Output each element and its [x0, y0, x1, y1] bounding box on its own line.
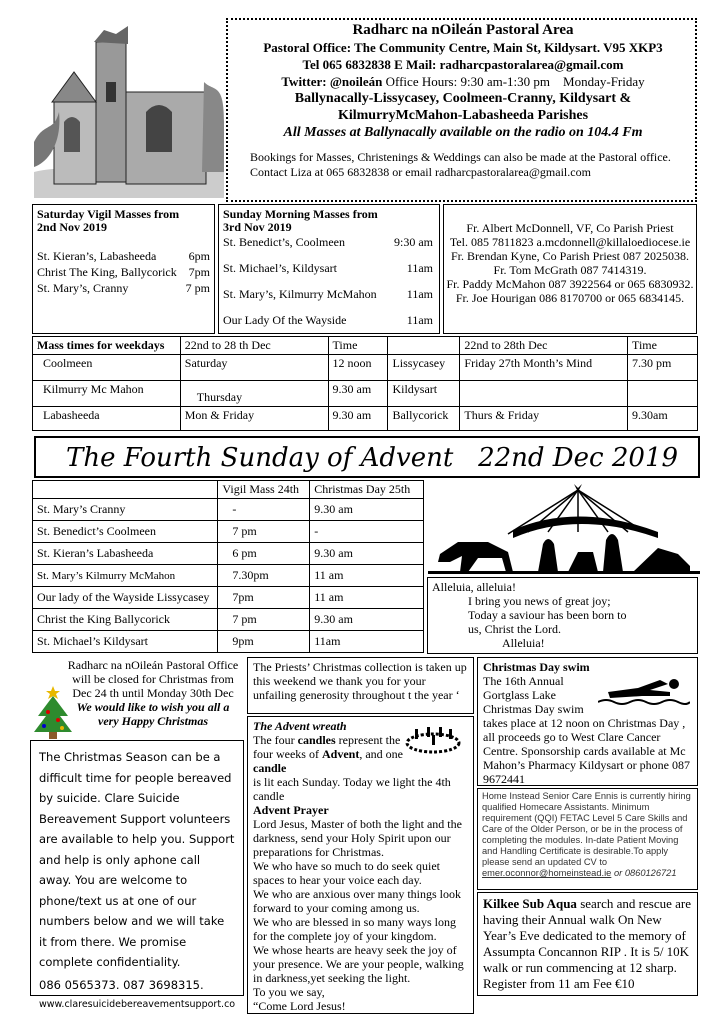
weekday-header-cell: Time [328, 337, 388, 355]
christmas-header-cell: Christmas Day 25th [310, 481, 424, 499]
christmas-cell: 9pm [218, 631, 310, 653]
christmas-cell: St. Michael’s Kildysart [33, 631, 218, 653]
homeinstead-email[interactable]: emer.oconnor@homeinstead.ie [482, 868, 612, 878]
swim-body: takes place at 12 noon on Christmas Day , all proceeds go to West Clare Cancer Centre. Sponsorship cards available at Mc Mahon’s Pharmacy Kildysart or phone 087 9672441 [483, 716, 690, 786]
homeinstead-text: Home Instead Senior Care Ennis is currently hiring qualified Homecare Assistants. Minimum requirement (QQI) FETAC Level 5 Care Skills and Care of the Older Person, or be in the process of completing the modules. In-date Patient Moving and Handling Certificate is desirable.To apply please send an updated CV to [482, 791, 691, 867]
weekday-header-cell: 22nd to 28 th Dec [180, 337, 328, 355]
weekday-row [33, 407, 698, 431]
mass-time: 7pm [188, 265, 210, 279]
christmas-row [33, 609, 424, 631]
christmas-cell: St. Mary’s Kilmurry McMahon [33, 565, 218, 587]
christmas-cell: 9.30 am [310, 609, 424, 631]
christmas-header-row [33, 481, 424, 499]
weekday-cell: 9.30 am [328, 407, 388, 431]
mass-time: 11am [406, 287, 433, 301]
weekday-cell: 7.30 pm [628, 355, 698, 381]
christmas-row [33, 521, 424, 543]
office-closed-text: Radharc na nOileán Pastoral Office will be closed for Christmas from Dec 24 th until Monday 30th Dec [67, 658, 239, 700]
weekday-cell: Kilmurry Mc Mahon [33, 381, 181, 407]
mass-time: 9:30 am [394, 235, 433, 249]
mass-time: 11am [406, 261, 433, 275]
collection-text: The Priests’ Christmas collection is taken up this weekend we thank you for your unfailing generosity throughout t the year ‘ [253, 660, 467, 702]
advent-title: The Advent wreath [253, 719, 347, 733]
bereavement-website: www.claresuicidebereavementsupport.co [39, 999, 236, 1010]
christmas-cell: 9.30 am [310, 543, 424, 565]
christmas-cell: Christ the King Ballycorick [33, 609, 218, 631]
christmas-row [33, 587, 424, 609]
weekday-cell: 9.30am [628, 407, 698, 431]
christmas-cell: 7 pm [218, 521, 310, 543]
christmas-cell: 7pm [218, 587, 310, 609]
advent-intro-rest: is lit each Sunday. Today we light the 4th candle [253, 775, 451, 803]
weekday-header-cell [388, 337, 460, 355]
advent-intro-advent: Advent [321, 747, 360, 761]
christmas-cell: - [310, 521, 424, 543]
priest-line: Fr. Albert McDonnell, VF, Co Parish Priest [466, 221, 674, 235]
christmas-cell: 7 pm [218, 609, 310, 631]
saturday-row [37, 248, 210, 264]
weekday-cell: Ballycorick [388, 407, 460, 431]
mass-location: St. Mary’s, Kilmurry McMahon [223, 287, 377, 301]
advent-banner [34, 436, 700, 478]
christmas-cell: St. Mary’s Cranny [33, 499, 218, 521]
bereavement-text: The Christmas Season can be a difficult time for people bereaved by suicide. Clare Suicide Bereavement Support volunteers are available to help you. Support and help is only aphone call away. You are welcome to phone/text us at one of our numbers below and we will take it from there. We promise complete confidentiality. [39, 750, 235, 969]
priest-line: Fr. Tom McGrath 087 7414319. [493, 263, 647, 277]
alleluia-box [427, 577, 698, 654]
advent-intro-candles: candles [297, 733, 336, 747]
weekday-cell: Kildysart [388, 381, 460, 407]
prayer-line: We who are blessed in so many ways long for the complete joy of your kingdom. [253, 915, 456, 943]
weekday-row [33, 381, 698, 407]
advent-intro-a: The four [253, 733, 298, 747]
advent-intro-b: represent the four weeks of [253, 733, 401, 761]
mass-location: Christ The King, Ballycorick [37, 265, 177, 279]
weekday-header-cell: Time [628, 337, 698, 355]
advent-prayer [253, 817, 468, 1013]
weekday-cell: Labasheeda [33, 407, 181, 431]
weekday-cell [460, 381, 628, 407]
sunday-row [223, 260, 435, 276]
saturday-list [37, 248, 210, 296]
weekday-cell: Mon & Friday [180, 407, 328, 431]
christmas-row [33, 631, 424, 653]
header-bookings: Bookings for Masses, Christenings & Weddings can also be made at the Pastoral office. Contact Liza at 065 6832838 or email radharcpastoralarea@gmail.com [250, 150, 671, 179]
homeinstead-or: or [613, 868, 623, 878]
mass-location: Our Lady Of the Wayside [223, 313, 347, 327]
christmas-cell: - [218, 499, 310, 521]
weekday-cell: Saturday [180, 355, 328, 381]
header-radio: All Masses at Ballynacally available on the radio on 104.4 Fm [283, 125, 643, 140]
christmas-cell: 6 pm [218, 543, 310, 565]
sunday-list [223, 234, 435, 328]
mass-location: St. Michael’s, Kildysart [223, 261, 337, 275]
kilkee-box [477, 892, 698, 996]
advent-wreath-icon [403, 725, 463, 755]
weekday-cell: 12 noon [328, 355, 388, 381]
sunday-title: Sunday Morning Masses from 3rd Nov 2019 [223, 207, 378, 234]
header-hours-line [232, 73, 694, 90]
homeinstead-box [477, 788, 698, 890]
prayer-line: To you we say, [253, 985, 325, 999]
banner-title: The Fourth Sunday of Advent 22nd Dec 2019 [66, 443, 679, 473]
header-text [232, 22, 694, 180]
christmas-wish: We would like to wish you all a very Happy Christmas [76, 700, 230, 728]
weekday-header-cell: 22nd to 28th Dec [460, 337, 628, 355]
header-office: Pastoral Office: The Community Centre, Main St, Kildysart. V95 XKP3 [263, 40, 663, 55]
priest-line: Tel. 085 7811823 a.mcdonnell@killaloediocese.ie [449, 235, 691, 249]
weekday-cell [628, 381, 698, 407]
christmas-cell: 11 am [310, 587, 424, 609]
prayer-line: We who are anxious over many things look forward to your coming among us. [253, 887, 461, 915]
christmas-row [33, 499, 424, 521]
mass-location: St. Benedict’s, Coolmeen [223, 235, 345, 249]
collection-box [247, 657, 474, 714]
prayer-line: “Come Lord Jesus! [253, 999, 346, 1013]
weekday-table [32, 336, 698, 431]
saturday-row [37, 264, 210, 280]
weekday-cell: Friday 27th Month’s Mind [460, 355, 628, 381]
advent-intro-candle: candle [253, 761, 287, 775]
priest-line: Fr. Brendan Kyne, Co Parish Priest 087 2025038. [451, 249, 689, 263]
advent-intro-c: , and one [359, 747, 403, 761]
christmas-header-cell: Vigil Mass 24th [218, 481, 310, 499]
header-contact: Tel 065 6832838 E Mail: radharcpastoralarea@gmail.com [302, 57, 624, 72]
bereavement-box [30, 740, 244, 1010]
christmas-cell: Our lady of the Wayside Lissycasey [33, 587, 218, 609]
christmas-cell: 9.30 am [310, 499, 424, 521]
weekday-row [33, 355, 698, 381]
alleluia-first: Alleluia, alleluia! [432, 580, 516, 594]
sunday-box [218, 204, 440, 334]
kilkee-title: Kilkee Sub Aqua [483, 896, 577, 911]
header-hours-label: Office Hours: [385, 74, 458, 89]
christmas-header-cell [33, 481, 218, 499]
prayer-line: We who have so much to do seek quiet spaces to hear your voice each day. [253, 859, 440, 887]
swim-box [477, 657, 698, 786]
header-parishes: Ballynacally-Lissycasey, Coolmeen-Cranny, Kildysart & KilmurryMcMahon-Labasheeda Parishes [294, 91, 632, 123]
advent-box [247, 716, 474, 1014]
christmas-row [33, 565, 424, 587]
priests-box [443, 204, 697, 334]
priest-line: Fr. Paddy McMahon 087 3922564 or 065 6830932. [446, 277, 694, 291]
kilkee-text: search and rescue are having their Annual walk On New Year’s Eve dedicated to the memory of Assumpta Concannon RIP . It is 5/ 10K walk or run commencing at 12 sharp. Register from 11 am Fee €10 [483, 896, 691, 991]
alleluia-line-3: us, Christ the Lord. [468, 622, 561, 636]
swimmer-icon [598, 676, 690, 706]
alleluia-line-1: I bring you news of great joy; [468, 594, 611, 608]
nativity-image [428, 482, 700, 576]
office-closed-notice [60, 658, 246, 728]
weekday-cell: Thurs & Friday [460, 407, 628, 431]
header-hours: 9:30 am-1:30 pm Monday-Friday [460, 74, 645, 89]
prayer-line: Lord Jesus, Master of both the light and the darkness, send your Holy Spirit upon our preparations for Christmas. [253, 817, 462, 859]
sunday-row [223, 286, 435, 302]
saturday-title: Saturday Vigil Masses from 2nd Nov 2019 [37, 207, 180, 234]
header-title: Radharc na nOileán Pastoral Area [352, 22, 574, 38]
weekday-header-row [33, 337, 698, 355]
christmas-cell: St. Benedict’s Coolmeen [33, 521, 218, 543]
alleluia-line-4: Alleluia! [502, 636, 545, 650]
mass-time: 7 pm [185, 281, 210, 295]
weekday-cell: 9.30 am [328, 381, 388, 407]
christmas-cell: 7.30pm [218, 565, 310, 587]
priests-list [444, 221, 696, 305]
church-sketch [34, 22, 224, 198]
mass-location: St. Mary’s, Cranny [37, 281, 129, 295]
advent-intro [253, 733, 403, 775]
weekday-header-cell: Mass times for weekdays [33, 337, 181, 355]
saturday-row [37, 280, 210, 296]
sunday-row [223, 312, 435, 328]
christmas-table [32, 480, 424, 653]
mass-time: 11am [406, 313, 433, 327]
weekday-cell: Coolmeen [33, 355, 181, 381]
weekday-cell: Lissycasey [388, 355, 460, 381]
weekday-cell: Thursday [180, 381, 328, 407]
alleluia-line-2: Today a saviour has been born to [468, 608, 627, 622]
sunday-row [223, 234, 435, 250]
prayer-line: We whose hearts are heavy seek the joy of your presence. We are your people, walking in darkness,yet seeking the light. [253, 943, 464, 985]
christmas-row [33, 543, 424, 565]
advent-prayer-title: Advent Prayer [253, 803, 329, 817]
swim-title: Christmas Day swim [483, 660, 590, 674]
mass-location: St. Kieran’s, Labasheeda [37, 249, 157, 263]
mass-time: 6pm [188, 249, 210, 263]
priest-line: Fr. Joe Hourigan 086 8170700 or 065 6834145. [455, 291, 685, 305]
bereavement-phones: 086 0565373. 087 3698315. [39, 977, 204, 992]
christmas-cell: 11 am [310, 565, 424, 587]
christmas-cell: St. Kieran’s Labasheeda [33, 543, 218, 565]
saturday-box [32, 204, 215, 334]
homeinstead-phone: 0860126721 [624, 868, 677, 878]
christmas-cell: 11am [310, 631, 424, 653]
swim-intro: The 16th Annual Gortglass Lake Christmas Day swim [483, 674, 584, 716]
header-twitter: Twitter: @noileán [281, 74, 383, 89]
